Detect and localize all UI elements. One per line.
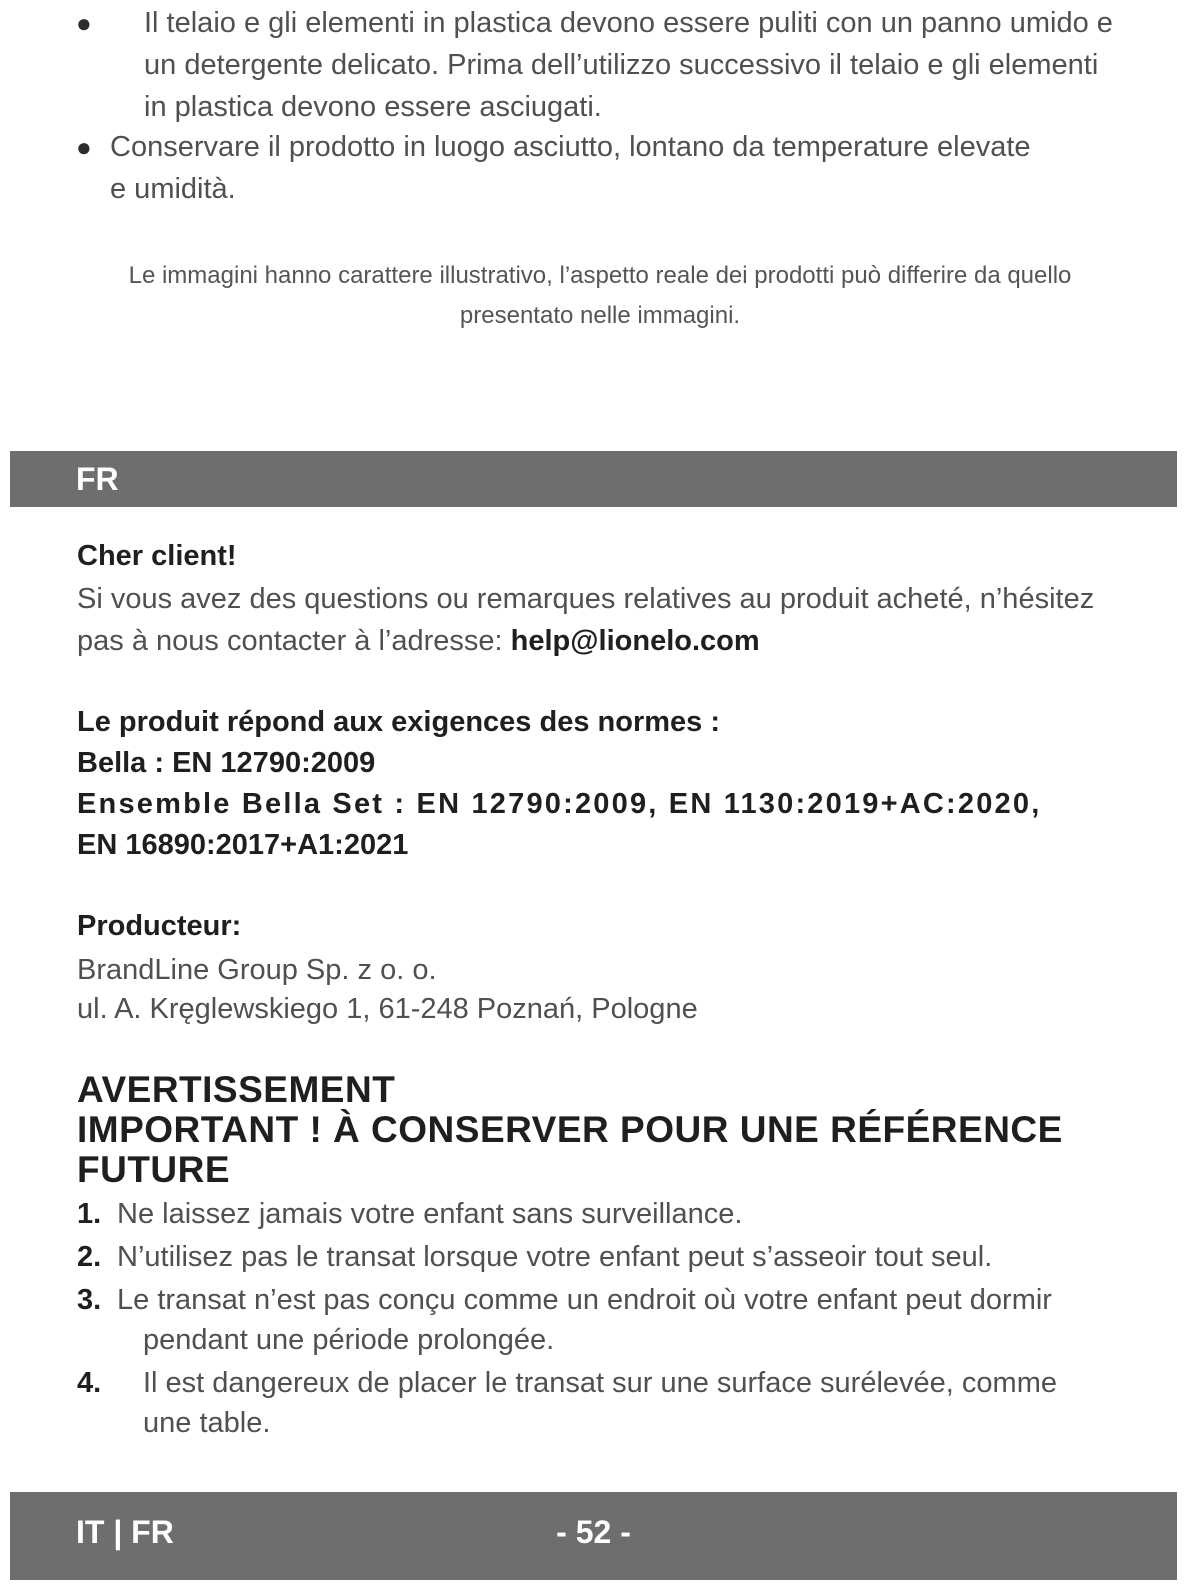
illustration-notice: Le immagini hanno carattere illustrativo, l’aspetto reale dei prodotti può differire da quello presentato nelle immagini. [128, 262, 1072, 329]
producer-address: ul. A. Kręglewskiego 1, 61-248 Poznań, Pologne [77, 993, 698, 1025]
page-number: - 52 - [556, 1514, 631, 1550]
it-bullet-1-line1: Il telaio e gli elementi in plastica devono essere puliti con un panno umido e [144, 7, 1113, 39]
norm-set: Ensemble Bella Set : EN 12790:2009, EN 1130:2019+AC:2020, [77, 788, 1042, 820]
warning-heading-line1: AVERTISSEMENT [77, 1069, 396, 1110]
it-bullet-1 [76, 2, 1156, 128]
producer-title: Producteur: [77, 910, 242, 942]
section-header-label: FR [76, 461, 119, 497]
warning-heading-line2: IMPORTANT ! À CONSERVER POUR UNE RÉFÉRENCE [77, 1109, 1063, 1150]
list-item-cont: une table. [143, 1407, 271, 1439]
section-header-bar [10, 451, 1177, 507]
warning-heading [77, 1070, 1137, 1190]
list-item-text: N’utilisez pas le transat lorsque votre enfant peut s’asseoir tout seul. [117, 1241, 993, 1273]
bullet-dot-icon: ● [76, 8, 92, 38]
list-item-text: Ne laissez jamais votre enfant sans surveillance. [117, 1198, 743, 1230]
list-item-number: 2. [77, 1241, 102, 1273]
footer-language: IT | FR [76, 1514, 174, 1550]
warning-list [77, 1194, 1157, 1446]
list-item [77, 1237, 1157, 1277]
list-item-number: 3. [77, 1284, 102, 1316]
list-item-number: 1. [77, 1198, 102, 1230]
it-bullet-2-cont: e umidità. [110, 173, 236, 205]
list-item [77, 1280, 1157, 1360]
it-bullet-2-line1: Conservare il prodotto in luogo asciutto, lontano da temperature elevate [110, 131, 1031, 163]
list-item-cont: pendant une période prolongée. [143, 1324, 555, 1356]
norm-set-cont: EN 16890:2017+A1:2021 [77, 829, 409, 861]
list-item [77, 1194, 1157, 1234]
list-item-number: 4. [77, 1367, 102, 1399]
bullet-dot-icon: ● [76, 132, 92, 162]
contact-text: Si vous avez des questions ou remarques relatives au produit acheté, n’hésitez pas à nous contacter à l’adresse: [77, 583, 1095, 657]
list-item-text: Il est dangereux de placer le transat sur une surface surélevée, comme [143, 1367, 1057, 1399]
norms-block [77, 702, 1117, 866]
list-item-text: Le transat n’est pas conçu comme un endroit où votre enfant peut dormir [117, 1284, 1052, 1316]
norm-bella: Bella : EN 12790:2009 [77, 747, 376, 779]
contact-paragraph [77, 578, 1137, 662]
footer-bar [10, 1492, 1177, 1580]
it-bullet-1-cont: un detergente delicato. Prima dell’utilizzo successivo il telaio e gli elementi in plastica devono essere asciugati. [144, 49, 1099, 123]
greeting: Cher client! [77, 540, 237, 572]
list-item [77, 1363, 1157, 1443]
warning-heading-line3: FUTURE [77, 1149, 231, 1190]
contact-email: help@lionelo.com [510, 625, 760, 657]
it-bullet-2 [76, 126, 1156, 210]
producer-name: BrandLine Group Sp. z o. o. [77, 954, 437, 986]
norms-title: Le produit répond aux exigences des normes : [77, 706, 720, 738]
